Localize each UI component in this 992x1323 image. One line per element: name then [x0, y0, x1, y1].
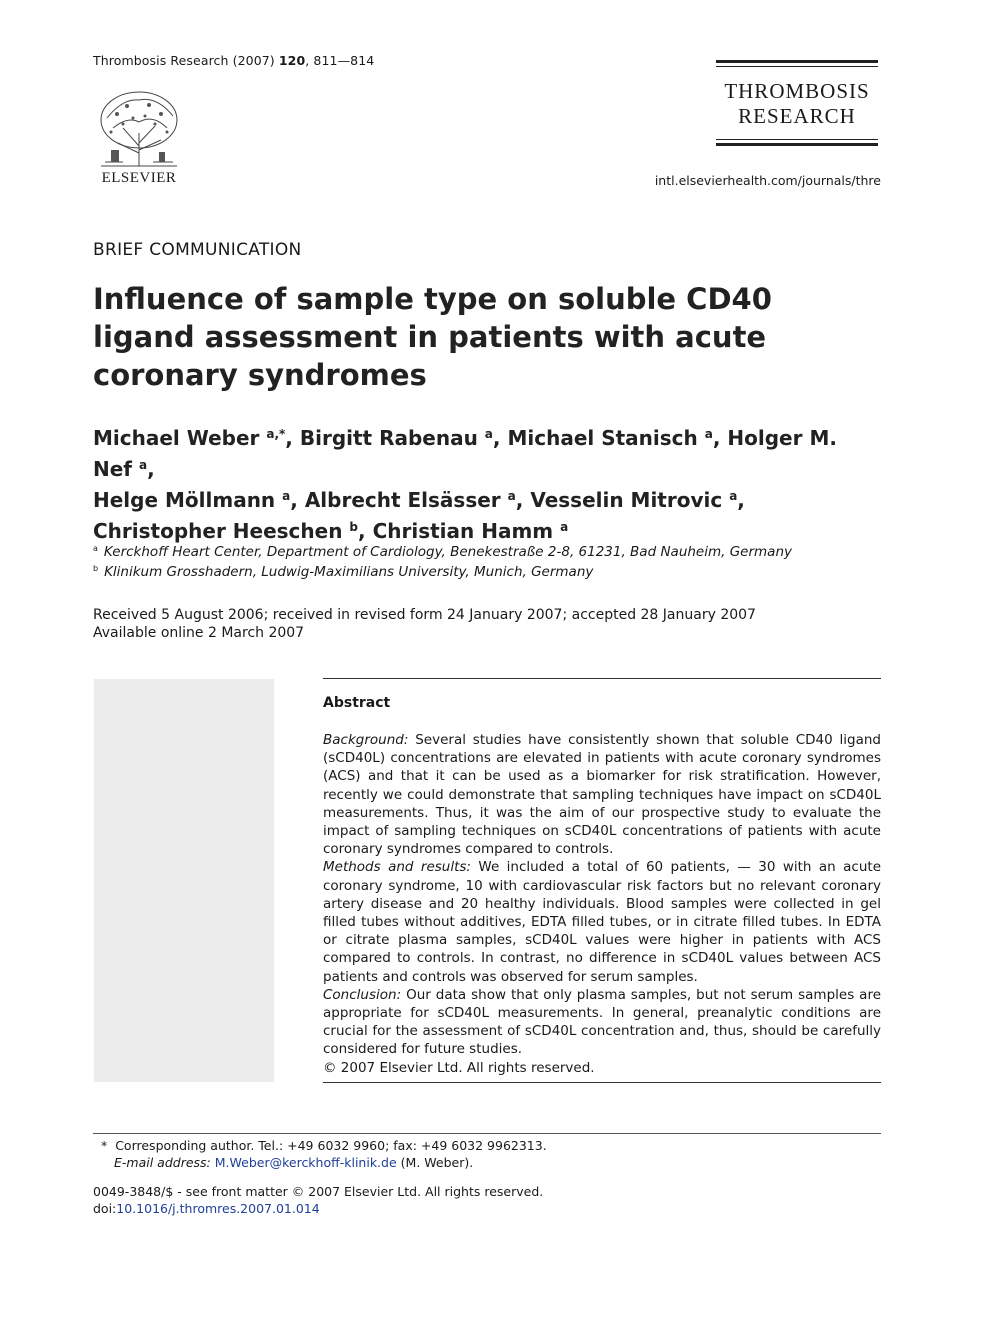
author: Christian Hamm $^a$ — [372, 519, 569, 543]
affiliation: $^a$ Kerckhoff Heart Center, Department of Cardiology, Benekestraße 2-8, 61231, Bad Nauheim, Germany — [93, 544, 793, 560]
keywords-panel — [94, 679, 274, 1082]
author-list: Michael Weber $^{a,*}$, Birgitt Rabenau $^a$, Michael Stanisch $^a$, Holger M. Nef $^a$, Helge Möllmann $^a$, Albrecht Elsässer $^a$, Vesselin Mitrovic $^a$, Christopher Heeschen $^b$, Christian Hamm $^a$ — [93, 426, 837, 543]
journal-logo-line2: RESEARCH — [738, 104, 856, 128]
citation-volume: 120 — [278, 53, 306, 68]
citation-journal: Thrombosis Research (2007) — [93, 53, 275, 68]
author: Birgitt Rabenau $^a$ — [299, 426, 493, 450]
email-link[interactable]: M.Weber@kerckhoff-klinik.de — [214, 1155, 397, 1170]
elsevier-wordmark: ELSEVIER — [101, 170, 177, 186]
email-note: E-mail address: M.Weber@kerckhoff-klinik.de (M. Weber). — [114, 1155, 474, 1170]
issn-line: 0049-3848/$ - see front matter © 2007 Elsevier Ltd. All rights reserved. — [93, 1184, 544, 1199]
abstract-body — [323, 731, 881, 1077]
journal-logo — [716, 60, 878, 146]
journal-url[interactable]: intl.elsevierhealth.com/journals/thre — [654, 173, 881, 188]
abstract-conclusion: Conclusion: Our data show that only plasma samples, but not serum samples are appropriate for sCD40L measurements. In general, preanalytic conditions are crucial for the assessment of sCD40L concentration and, thus, should be carefully considered for future studies. — [323, 986, 882, 1058]
abstract-rule-bottom — [323, 1082, 881, 1083]
author: Vesselin Mitrovic $^a$ — [530, 488, 738, 512]
abstract-rule-top — [323, 678, 881, 679]
abstract-copyright: © 2007 Elsevier Ltd. All rights reserved. — [323, 1059, 595, 1076]
citation-pages: , 811—814 — [305, 53, 375, 68]
abstract-methods: Methods and results: We included a total of 60 patients, — 30 with an acute coronary syndrome, 10 with cardiovascular risk factors but no relevant coronary artery disease and 20 healthy individuals. Blood samples were collected in gel filled tubes without additives, EDTA filled tubes, or in citrate filled tubes. In EDTA or citrate plasma samples, sCD40L values were higher in patients with ACS compared to controls. In contrast, no difference in sCD40L values between ACS patients and controls was observed for serum samples. — [323, 859, 881, 985]
author: Michael Weber $^{a,*}$ — [93, 426, 286, 450]
author: Christopher Heeschen $^b$ — [93, 519, 359, 543]
journal-logo-rule-bottom — [716, 139, 878, 146]
abstract-heading: Abstract — [323, 695, 391, 711]
abstract-background: Background: Several studies have consistently shown that soluble CD40 ligand (sCD40L) concentrations are elevated in patients with acute coronary syndromes (ACS) and that it can be used as a biomarker for risk stratification. However, recently we could demonstrate that sampling techniques have impact on sCD40L measurements. Thus, it was the aim of our prospective study to evaluate the impact of sampling techniques on sCD40L concentrations of patients with acute coronary syndromes compared to controls. — [323, 732, 881, 858]
corresponding-author-note: * Corresponding author. Tel.: +49 6032 9960; fax: +49 6032 9962313. — [101, 1138, 547, 1153]
article-title: Influence of sample type on soluble CD40 ligand assessment in patients with acute coronary syndromes — [93, 282, 772, 392]
doi-line: doi:10.1016/j.thromres.2007.01.014 — [93, 1201, 320, 1216]
journal-citation — [93, 53, 374, 68]
author: Albrecht Elsässer $^a$ — [304, 488, 516, 512]
author: Michael Stanisch $^a$ — [507, 426, 713, 450]
received-dates: Received 5 August 2006; received in revised form 24 January 2007; accepted 28 January 2007 — [93, 607, 756, 623]
doi-link[interactable]: 10.1016/j.thromres.2007.01.014 — [116, 1201, 320, 1216]
journal-logo-line1: THROMBOSIS — [724, 79, 870, 103]
affiliation: $^b$ Klinikum Grosshadern, Ludwig-Maximilians University, Munich, Germany — [93, 564, 594, 580]
section-label: BRIEF COMMUNICATION — [93, 240, 302, 260]
author: Helge Möllmann $^a$ — [93, 488, 291, 512]
author: Holger M. Nef $^a$ — [93, 426, 837, 481]
journal-logo-rule-top — [716, 60, 878, 67]
footnote-rule — [93, 1133, 881, 1134]
available-online: Available online 2 March 2007 — [93, 625, 305, 641]
